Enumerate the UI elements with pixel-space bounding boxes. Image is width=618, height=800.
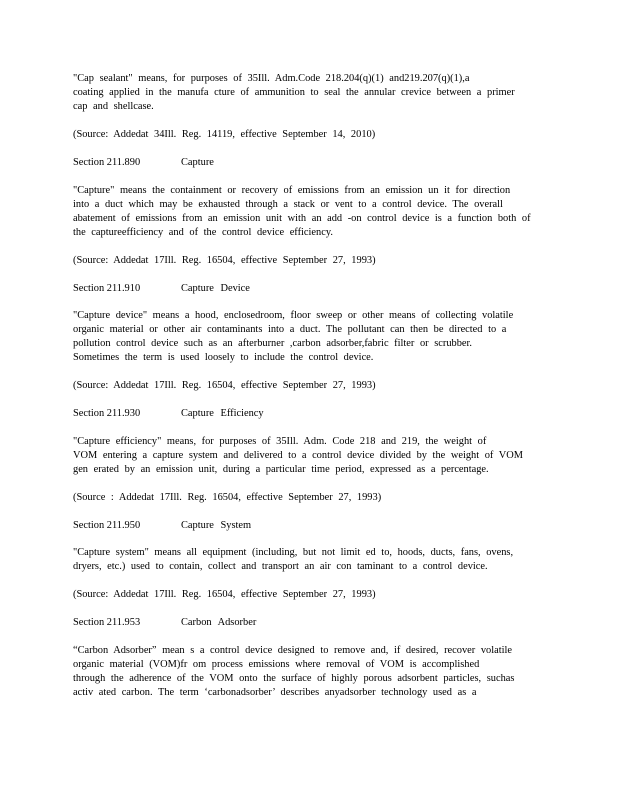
text-line: "Cap sealant" means, for purposes of 35Ill. Adm.Code 218.204(q)(1) and219.207(q)(1),a [73,73,470,84]
text-line: (Source : Addedat 17Ill. Reg. 16504, effective September 27, 1993) [73,492,382,503]
section-title: Capture Device [181,283,250,294]
text-line: the captureefficiency and of the control device efficiency. [73,227,333,238]
source-note [73,254,543,268]
section-number: Section 211.953 [73,617,141,628]
text-line: organic material or other air contaminants into a duct. The pollutant can then be directed to a [73,324,507,335]
section-number: Section 211.910 [73,283,141,294]
text-line: activ ated carbon. The term ‘carbonadsorber’ describes anyadsorber technology used as a [73,687,477,698]
source-note [73,128,543,142]
section-number: Section 211.950 [73,520,141,531]
text-line: gen erated by an emission unit, during a particular time period, expressed as a percentage. [73,464,489,475]
text-line: coating applied in the manufa cture of ammunition to seal the annular crevice between a primer [73,87,515,98]
source-note [73,588,543,602]
text-line: pollution control device such as an afterburner ,carbon adsorber,fabric filter or scrubber. [73,338,472,349]
text-line: (Source: Addedat 17Ill. Reg. 16504, effective September 27, 1993) [73,589,376,600]
text-line: dryers, etc.) used to contain, collect and transport an air con taminant to a control device. [73,561,488,572]
section-title: Capture System [181,520,252,531]
section-heading-211-930 [73,407,264,421]
definition-cap-sealant [73,72,543,114]
section-number: Section 211.930 [73,408,141,419]
definition-capture [73,184,543,240]
text-line: (Source: Addedat 17Ill. Reg. 16504, effective September 27, 1993) [73,380,376,391]
definition-carbon-adsorber [73,644,543,700]
text-line: through the adherence of the VOM onto the surface of highly porous adsorbent particles, suchas [73,673,515,684]
text-line: cap and shellcase. [73,101,154,112]
text-line: abatement of emissions from an emission unit with an add -on control device is a function both of [73,213,531,224]
source-note [73,379,543,393]
definition-capture-system [73,546,543,574]
source-note [73,491,543,505]
section-title: Capture Efficiency [181,408,264,419]
section-number: Section 211.890 [73,157,141,168]
text-line: organic material (VOM)fr om process emissions where removal of VOM is accomplished [73,659,480,670]
text-line: “Carbon Adsorber” mean s a control device designed to remove and, if desired, recover volatile [73,645,513,656]
section-heading-211-910 [73,282,250,296]
text-line: (Source: Addedat 34Ill. Reg. 14119, effective September 14, 2010) [73,129,376,140]
definition-capture-device [73,309,543,365]
text-line: VOM entering a capture system and delivered to a control device divided by the weight of VOM [73,450,524,461]
text-line: into a duct which may be exhausted through a stack or vent to a control device. The overall [73,199,503,210]
definition-capture-efficiency [73,435,543,477]
text-line: "Capture efficiency" means, for purposes of 35Ill. Adm. Code 218 and 219, the weight of [73,436,487,447]
section-heading-211-950 [73,519,251,533]
text-line: (Source: Addedat 17Ill. Reg. 16504, effective September 27, 1993) [73,255,376,266]
section-title: Capture [181,157,214,168]
section-heading-211-890 [73,156,214,170]
text-line: Sometimes the term is used loosely to include the control device. [73,352,374,363]
text-line: "Capture" means the containment or recovery of emissions from an emission un it for direction [73,185,511,196]
text-line: "Capture system" means all equipment (including, but not limit ed to, hoods, ducts, fans, ovens, [73,547,514,558]
section-heading-211-953 [73,616,256,630]
section-title: Carbon Adsorber [181,617,257,628]
text-line: "Capture device" means a hood, enclosedroom, floor sweep or other means of collecting volatile [73,310,514,321]
